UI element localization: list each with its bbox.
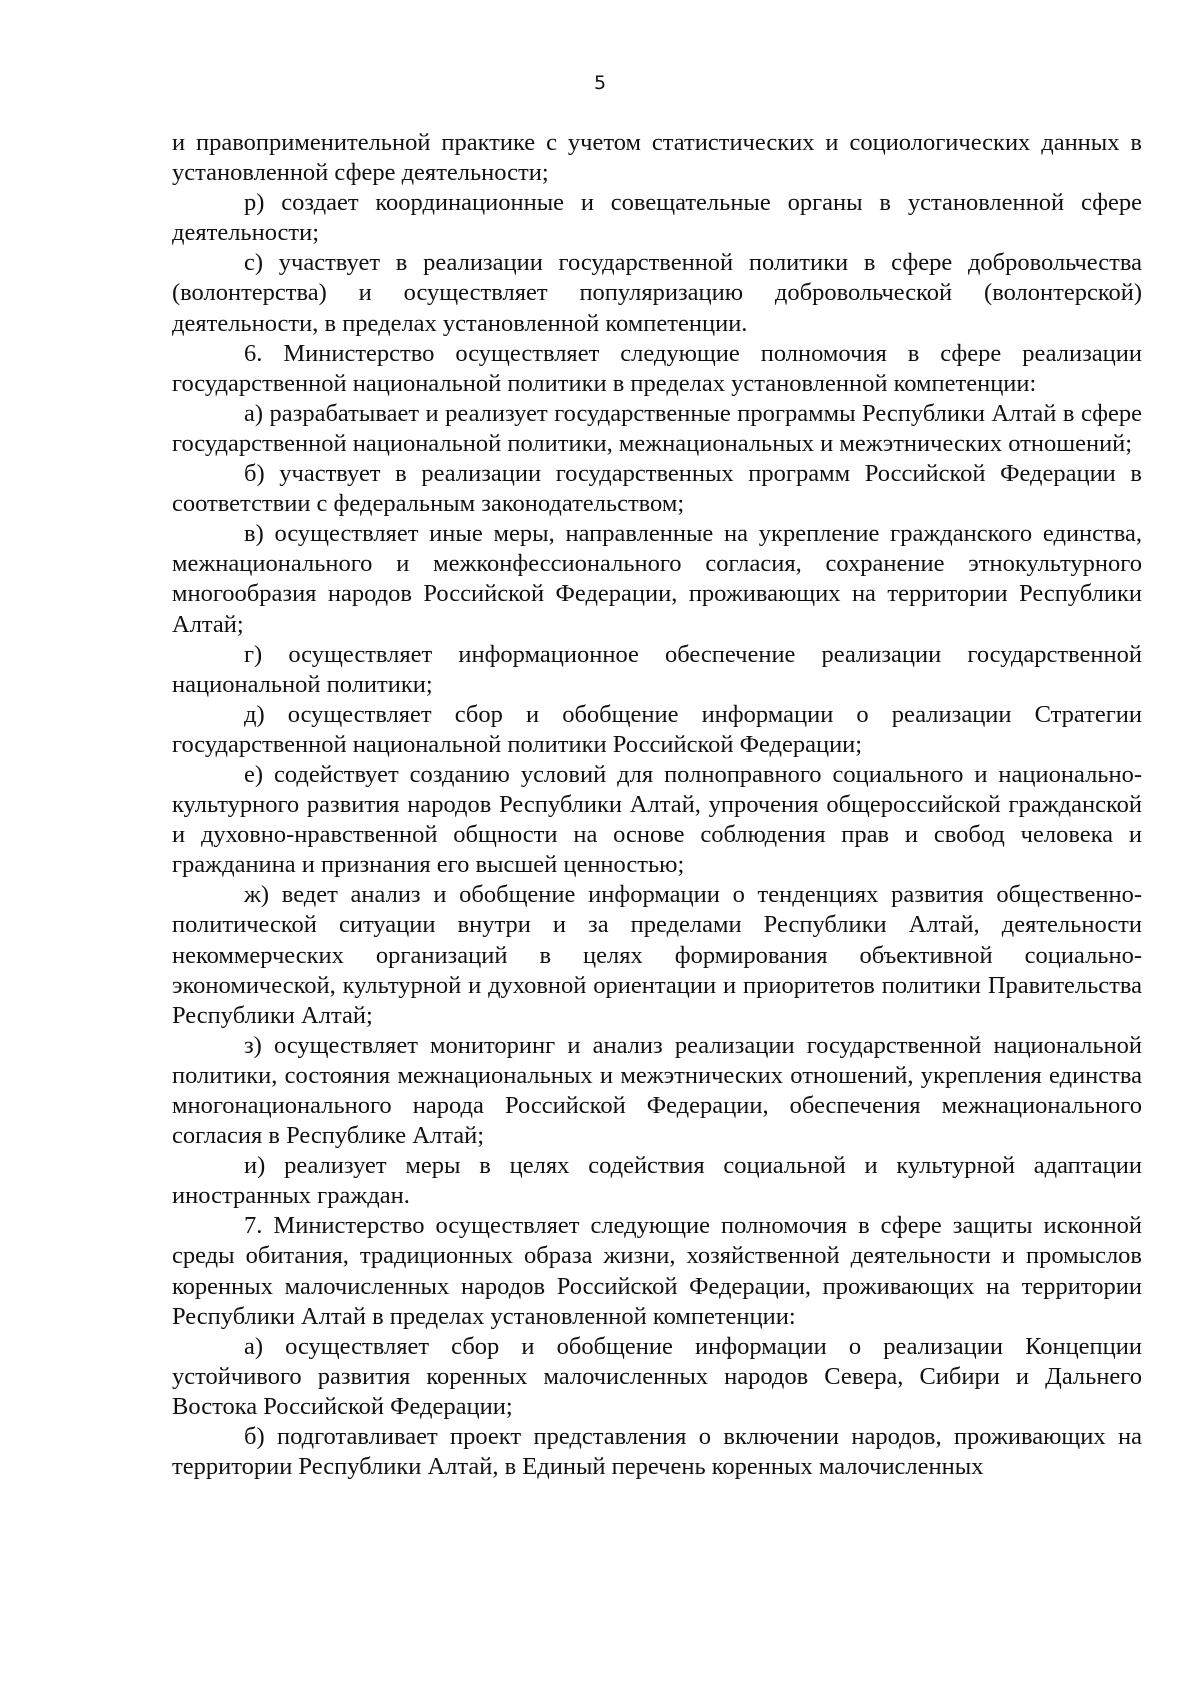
paragraph-6-item-a: а) разрабатывает и реализует государственные программы Республики Алтай в сфере государственной национальной политики, межнациональных и межэтнических отношений; bbox=[172, 399, 1142, 457]
paragraph-6-item-v: в) осуществляет иные меры, направленные на укрепление гражданского единства, межнационального и межконфессионального согласия, сохранение этнокультурного многообразия народов Российской Федерации, проживающих на территории Республики Алтай; bbox=[172, 520, 1142, 638]
paragraph-6-item-g: г) осуществляет информационное обеспечение реализации государственной национальной политики; bbox=[172, 640, 1142, 698]
paragraph-item-r: р) создает координационные и совещательные органы в установленной сфере деятельности; bbox=[172, 189, 1142, 247]
paragraph-section-7: 7. Министерство осуществляет следующие полномочия в сфере защиты исконной среды обитания, традиционных образа жизни, хозяйственной деятельности и промыслов коренных малочисленных народов Российской Федерации, проживающих на территории Республики Алтай в пределах установленной компетенции: bbox=[172, 1212, 1142, 1330]
page-number: 5 bbox=[593, 72, 607, 94]
body-text bbox=[172, 128, 1142, 1482]
paragraph-6-item-e: е) содействует созданию условий для полноправного социального и национально-культурного развития народов Республики Алтай, упрочения общероссийской гражданской и духовно-нравственной общности на основе соблюдения прав и свобод человека и гражданина и признания его высшей ценностью; bbox=[172, 760, 1142, 879]
paragraph-6-item-d: д) осуществляет сбор и обобщение информации о реализации Стратегии государственной национальной политики Российской Федерации; bbox=[172, 700, 1142, 758]
paragraph-continuation: и правоприменительной практике с учетом статистических и социологических данных в установленной сфере деятельности; bbox=[172, 129, 1142, 187]
paragraph-6-item-b: б) участвует в реализации государственных программ Российской Федерации в соответствии с федеральным законодательством; bbox=[172, 460, 1142, 518]
paragraph-7-item-a: а) осуществляет сбор и обобщение информации о реализации Концепции устойчивого развития коренных малочисленных народов Севера, Сибири и Дальнего Востока Российской Федерации; bbox=[172, 1332, 1142, 1420]
paragraph-7-item-b: б) подготавливает проект представления о включении народов, проживающих на территории Республики Алтай, в Единый перечень коренных малочисленных bbox=[172, 1423, 1142, 1481]
paragraph-item-s: с) участвует в реализации государственной политики в сфере добровольчества (волонтерства) и осуществляет популяризацию добровольческой (волонтерской) деятельности, в пределах установленной компетенции. bbox=[172, 249, 1142, 337]
paragraph-6-item-i: и) реализует меры в целях содействия социальной и культурной адаптации иностранных граждан. bbox=[172, 1152, 1142, 1210]
paragraph-section-6: 6. Министерство осуществляет следующие полномочия в сфере реализации государственной национальной политики в пределах установленной компетенции: bbox=[172, 339, 1142, 397]
paragraph-6-item-zh: ж) ведет анализ и обобщение информации о тенденциях развития общественно-политической ситуации внутри и за пределами Республики Алтай, деятельности некоммерческих организаций в целях формирования объективной социально-экономической, культурной и духовной ориентации и приоритетов политики Правительства Республики Алтай; bbox=[172, 881, 1142, 1029]
paragraph-6-item-z: з) осуществляет мониторинг и анализ реализации государственной национальной политики, состояния межнациональных и межэтнических отношений, укрепления единства многонационального народа Российской Федерации, обеспечения межнационального согласия в Республике Алтай; bbox=[172, 1031, 1142, 1150]
